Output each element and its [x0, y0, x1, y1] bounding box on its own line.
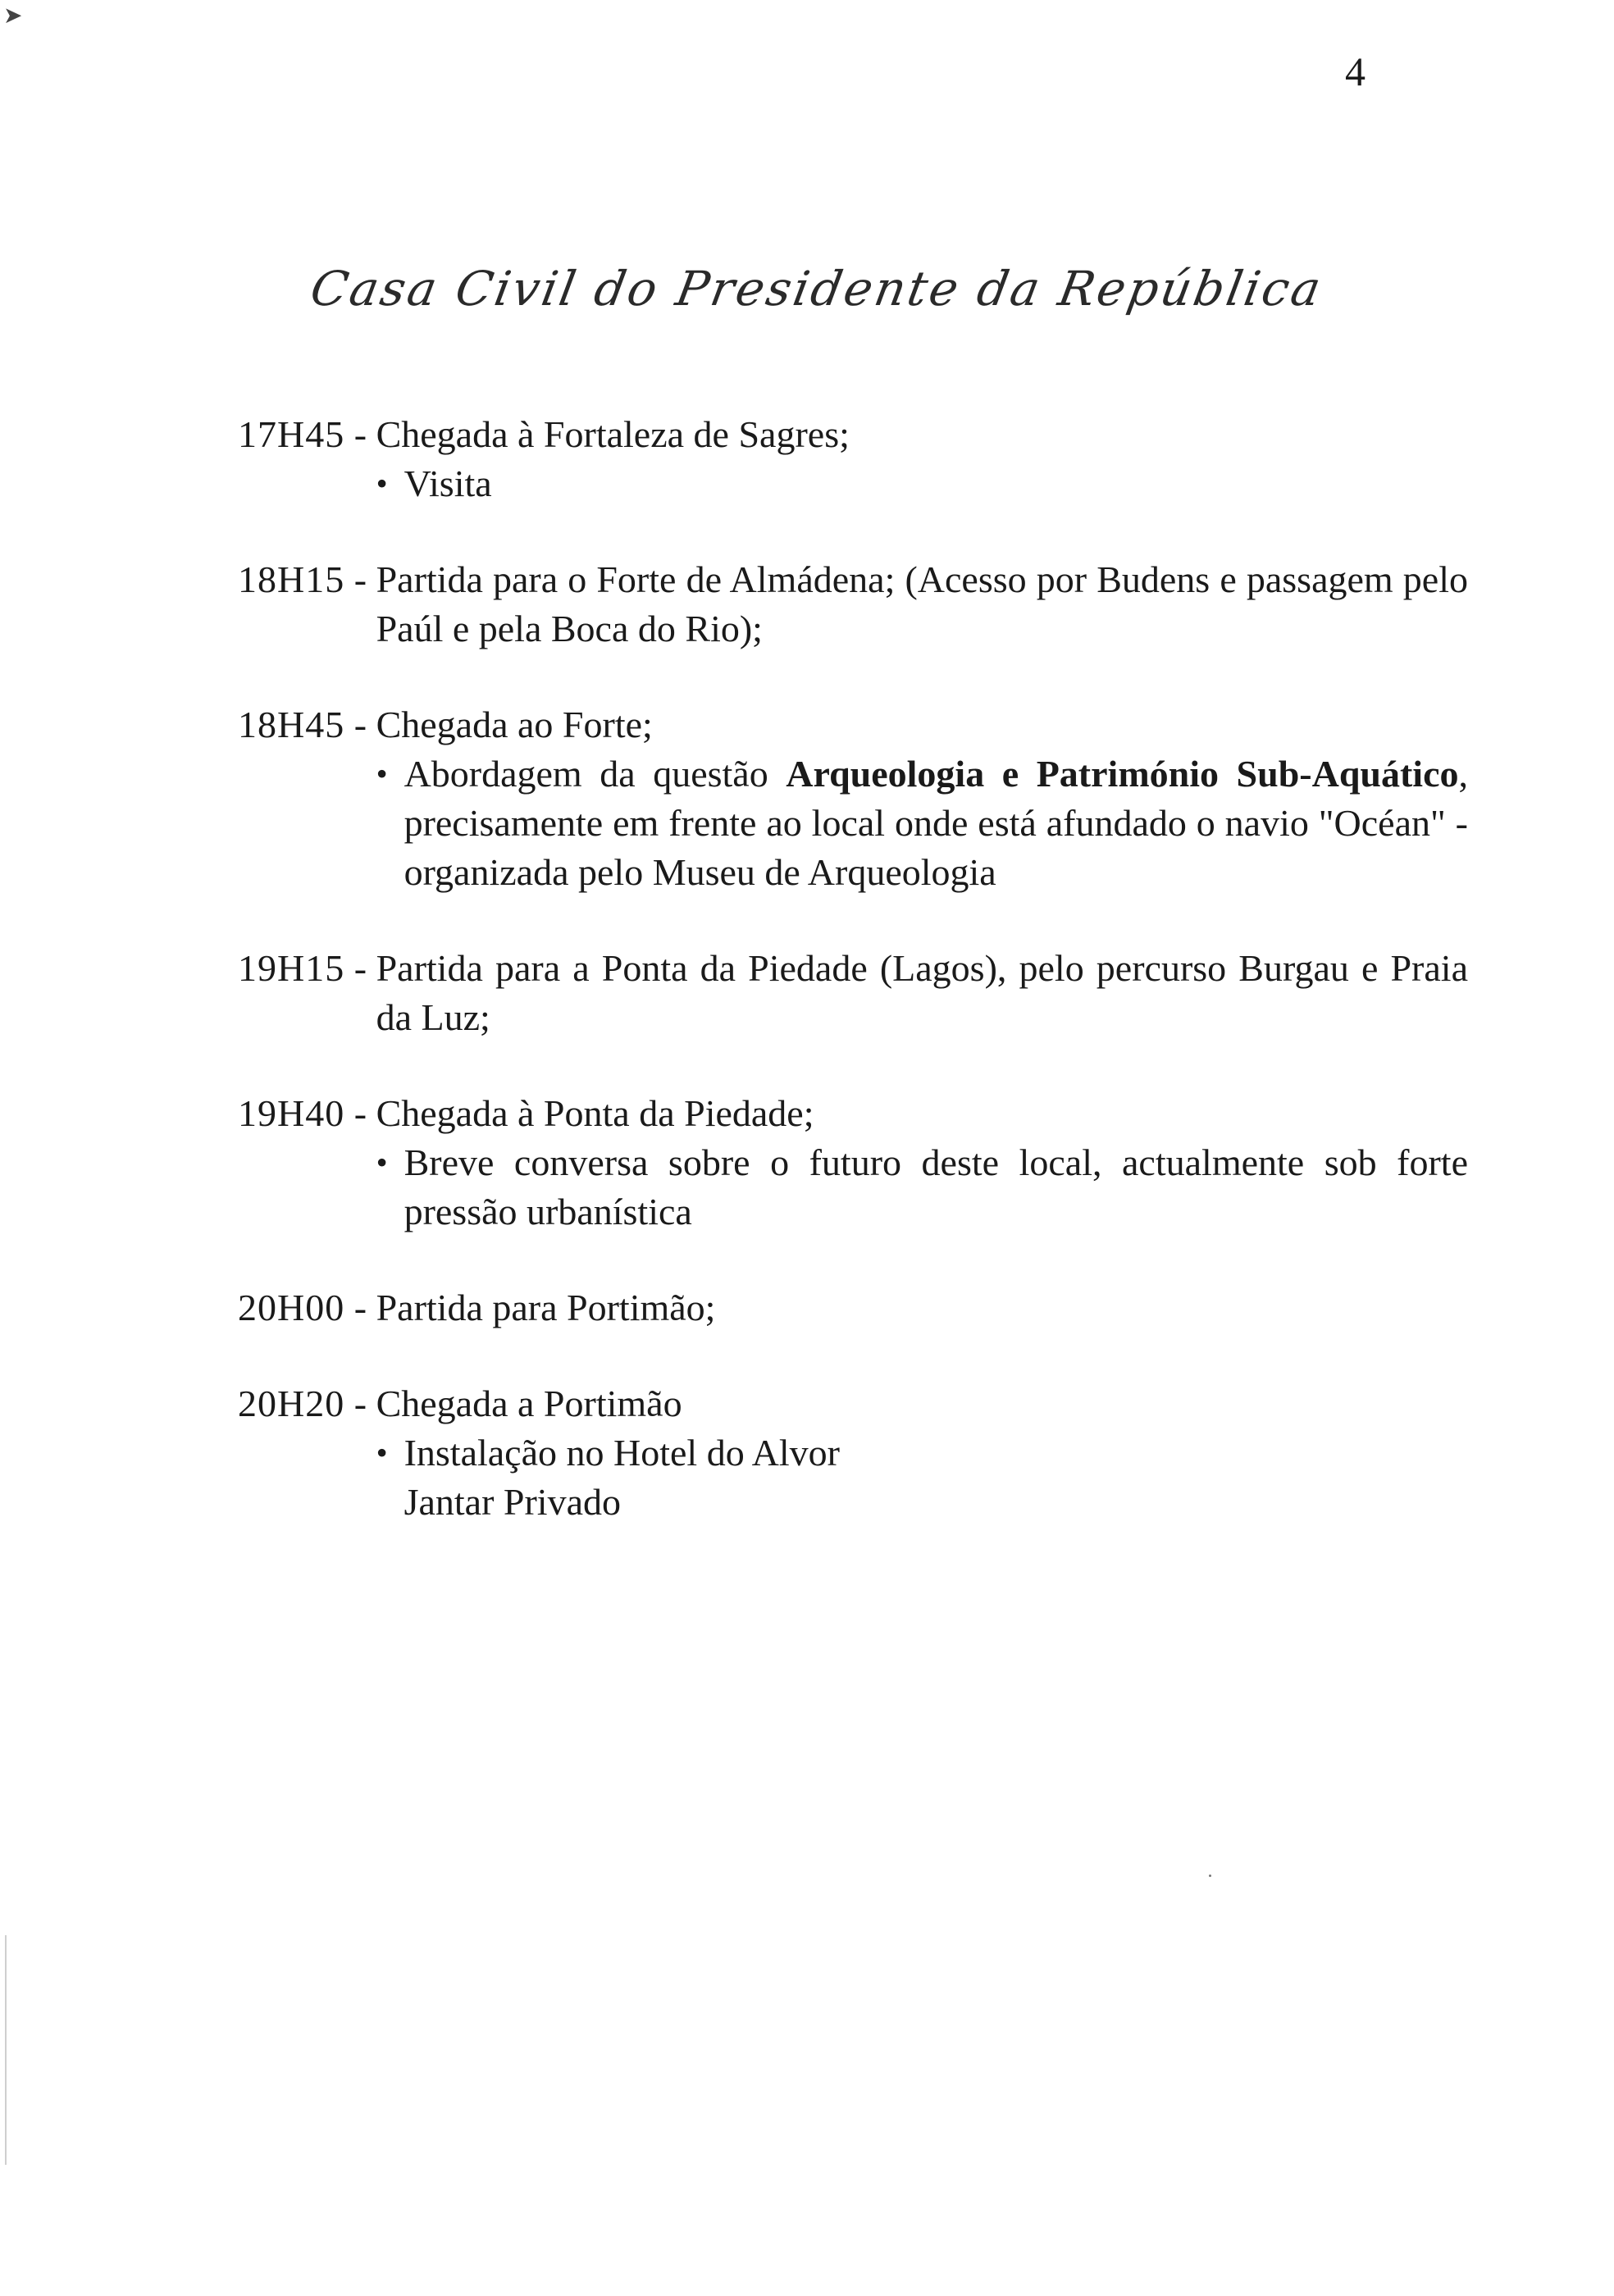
bullet-icon: •	[376, 1434, 388, 1471]
schedule-entry-1845	[238, 700, 1468, 897]
entry-time: 19H40	[238, 1092, 345, 1134]
time-separator: -	[344, 704, 376, 745]
entry-bullet	[376, 1428, 1468, 1478]
entry-time: 18H45	[238, 704, 345, 745]
bullet-text-intro: Abordagem da questão	[404, 753, 768, 795]
entry-description: Chegada à Ponta da Piedade;	[376, 1092, 814, 1134]
bullet-icon: •	[376, 1144, 388, 1181]
bullet-text: Instalação no Hotel do Alvor	[404, 1432, 840, 1474]
bullet-text: Breve conversa sobre o futuro deste local, actualmente sob forte pressão urbanística	[404, 1141, 1468, 1232]
entry-body	[376, 1283, 1468, 1332]
entry-body	[376, 410, 1468, 508]
entry-time: 17H45	[238, 413, 345, 455]
page-number: 4	[1345, 48, 1366, 94]
bullet-icon: •	[376, 755, 388, 792]
entry-time: 20H00	[238, 1287, 345, 1328]
bullet-text: Visita	[404, 462, 492, 504]
time-separator: -	[344, 1383, 376, 1424]
entry-description: Chegada a Portimão	[376, 1383, 682, 1424]
entry-time: 20H20	[238, 1383, 345, 1424]
time-separator: -	[344, 1287, 376, 1328]
entry-bullet	[376, 1138, 1468, 1237]
entry-time: 18H15	[238, 558, 345, 600]
bullet-text-rest: , precisamente em frente ao local onde está afundado o navio "Océan" - organizada pelo Museu de Arqueologia	[404, 753, 1468, 893]
entry-description: Partida para a Ponta da Piedade (Lagos), pelo percurso Burgau e Praia da Luz;	[376, 947, 1468, 1038]
schedule-entry-1915	[238, 944, 1468, 1042]
entry-time: 19H15	[238, 947, 345, 989]
schedule-entry-2020	[238, 1379, 1468, 1527]
entry-bullet	[376, 459, 1468, 508]
bullet-icon: •	[376, 465, 388, 502]
schedule-entry-1815	[238, 555, 1468, 654]
entry-body	[376, 555, 1468, 654]
scan-arrow-icon: ➤	[3, 3, 23, 29]
entry-description: Chegada ao Forte;	[376, 704, 653, 745]
schedule	[238, 410, 1468, 1574]
bullet-text-emphasis: Arqueologia e Património Sub-Aquático	[786, 753, 1459, 795]
scan-speck	[1209, 1875, 1211, 1877]
entry-body	[376, 944, 1468, 1042]
schedule-entry-1745	[238, 410, 1468, 508]
schedule-entry-2000	[238, 1283, 1468, 1332]
entry-description: Partida para o Forte de Almádena; (Acesso por Budens e passagem pelo Paúl e pela Boca do Rio);	[376, 558, 1468, 649]
time-separator: -	[344, 1092, 376, 1134]
schedule-entry-1940	[238, 1089, 1468, 1237]
entry-body	[376, 1379, 1468, 1527]
entry-description: Partida para Portimão;	[376, 1287, 716, 1328]
time-separator: -	[344, 558, 376, 600]
entry-description: Chegada à Fortaleza de Sagres;	[376, 413, 850, 455]
time-separator: -	[344, 413, 376, 455]
entry-body	[376, 700, 1468, 897]
time-separator: -	[344, 947, 376, 989]
bullet-text	[404, 749, 1468, 897]
entry-extra-line: Jantar Privado	[404, 1481, 621, 1523]
scan-edge-line	[5, 1935, 7, 2165]
entry-bullet	[376, 749, 1468, 897]
entry-body	[376, 1089, 1468, 1237]
letterhead: Casa Civil do Presidente da República	[306, 261, 1328, 317]
